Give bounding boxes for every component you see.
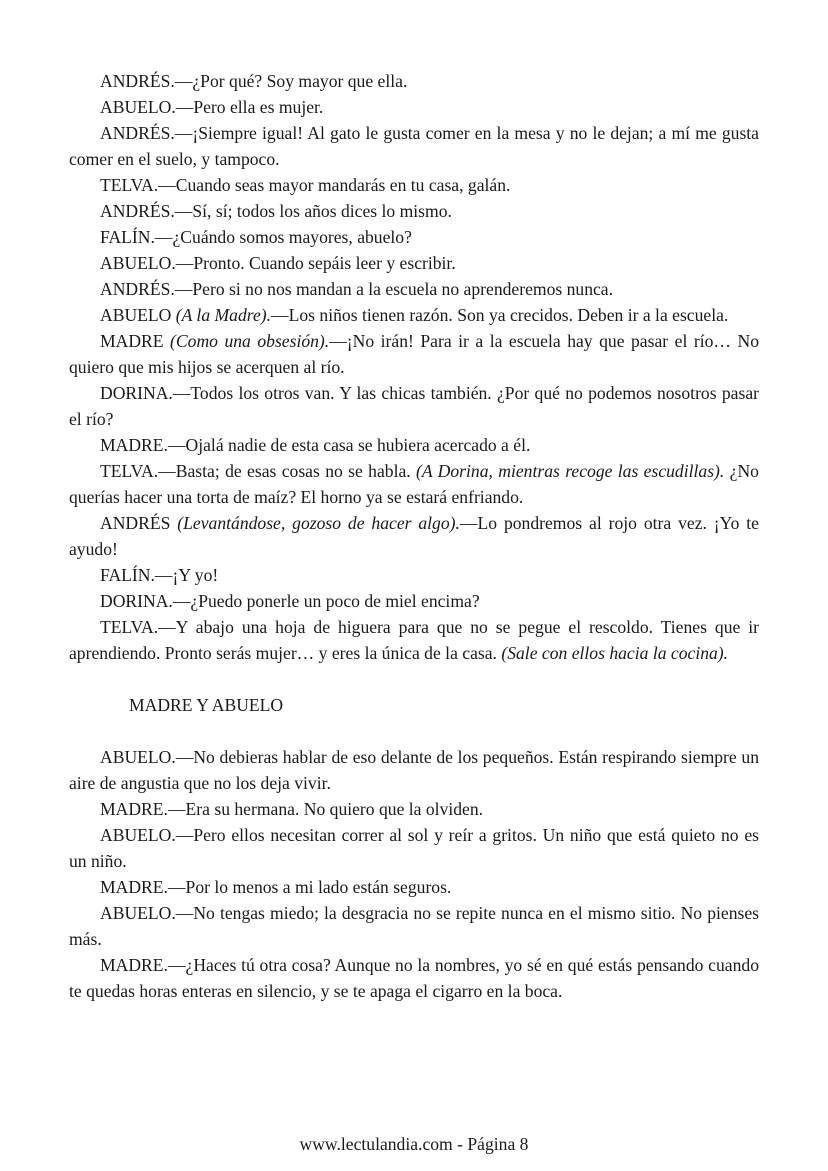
dialogue-paragraph	[69, 250, 759, 276]
dialogue-paragraph	[69, 562, 759, 588]
dialogue-paragraph	[69, 68, 759, 94]
dialogue-text: MADRE	[100, 331, 171, 351]
dialogue-text: TELVA.—Cuando seas mayor mandarás en tu casa, galán.	[100, 175, 511, 195]
dialogue-paragraph	[69, 744, 759, 796]
dialogue-text: MADRE.—Por lo menos a mi lado están seguros.	[100, 877, 452, 897]
dialogue-text: ANDRÉS.—¡Siempre igual! Al gato le gusta comer en la mesa y no le dejan; a mí me gusta comer en el suelo, y tampoco.	[69, 123, 759, 169]
dialogue-paragraph	[69, 510, 759, 562]
stage-direction: (Sale con ellos hacia la cocina).	[501, 643, 729, 663]
dialogue-text: —Lo pondremos al rojo otra vez. ¡Yo te ayudo!	[69, 513, 759, 559]
dialogue-text: ANDRÉS	[100, 513, 178, 533]
dialogue-text: MADRE.—Era su hermana. No quiero que la olviden.	[100, 799, 484, 819]
dialogue-text: TELVA.—Y abajo una hoja de higuera para que no se pegue el rescoldo. Tienes que ir aprendiendo. Pronto serás mujer… y eres la única de la casa.	[69, 617, 759, 663]
scene-heading: MADRE Y ABUELO	[129, 695, 284, 715]
dialogue-paragraph	[69, 224, 759, 250]
dialogue-text: DORINA.—Todos los otros van. Y las chicas también. ¿Por qué no podemos nosotros pasar el río?	[69, 383, 759, 429]
dialogue-text: DORINA.—¿Puedo ponerle un poco de miel encima?	[100, 591, 480, 611]
page-footer: www.lectulandia.com - Página 8	[299, 1134, 529, 1154]
dialogue-paragraph	[69, 614, 759, 666]
dialogue-paragraph	[69, 276, 759, 302]
dialogue-text: ¿No querías hacer una torta de maíz? El horno ya se estará enfriando.	[69, 461, 759, 507]
dialogue-text: ABUELO.—Pero ellos necesitan correr al sol y reír a gritos. Un niño que está quieto no es un niño.	[69, 825, 759, 871]
dialogue-text: ABUELO	[100, 305, 176, 325]
dialogue-text: MADRE.—Ojalá nadie de esta casa se hubiera acercado a él.	[100, 435, 531, 455]
dialogue-paragraph	[69, 874, 759, 900]
dialogue-paragraph	[69, 328, 759, 380]
dialogue-paragraph	[69, 380, 759, 432]
dialogue-text: FALÍN.—¡Y yo!	[100, 565, 219, 585]
dialogue-text: ABUELO.—Pronto. Cuando sepáis leer y escribir.	[100, 253, 456, 273]
dialogue-text: TELVA.—Basta; de esas cosas no se habla.	[100, 461, 417, 481]
dialogue-text: ABUELO.—No debieras hablar de eso delante de los pequeños. Están respirando siempre un aire de angustia que no los deja vivir.	[69, 747, 759, 793]
dialogue-paragraph	[69, 796, 759, 822]
dialogue-text: MADRE.—¿Haces tú otra cosa? Aunque no la nombres, yo sé en qué estás pensando cuando te quedas horas enteras en silencio, y se te apaga el cigarro en la boca.	[69, 955, 759, 1001]
dialogue-paragraph	[69, 458, 759, 510]
dialogue-text: ABUELO.—Pero ella es mujer.	[100, 97, 324, 117]
dialogue-text: ABUELO.—No tengas miedo; la desgracia no se repite nunca en el mismo sitio. No pienses más.	[69, 903, 759, 949]
dialogue-block-1	[69, 68, 759, 666]
dialogue-paragraph	[69, 588, 759, 614]
stage-direction: (A Dorina, mientras recoge las escudillas).	[416, 461, 725, 481]
dialogue-paragraph	[69, 198, 759, 224]
dialogue-paragraph	[69, 432, 759, 458]
dialogue-paragraph	[69, 172, 759, 198]
dialogue-paragraph	[69, 302, 759, 328]
dialogue-paragraph	[69, 952, 759, 1004]
dialogue-block-2	[69, 744, 759, 1004]
dialogue-paragraph	[69, 120, 759, 172]
dialogue-text: FALÍN.—¿Cuándo somos mayores, abuelo?	[100, 227, 412, 247]
dialogue-paragraph	[69, 822, 759, 874]
dialogue-text: ANDRÉS.—Sí, sí; todos los años dices lo mismo.	[100, 201, 452, 221]
stage-direction: (Levantándose, gozoso de hacer algo).	[177, 513, 460, 533]
stage-direction: (Como una obsesión).	[170, 331, 330, 351]
stage-direction: (A la Madre).	[175, 305, 272, 325]
dialogue-text: —¡No irán! Para ir a la escuela hay que pasar el río… No quiero que mis hijos se acerquen al río.	[69, 331, 759, 377]
page-body	[69, 68, 759, 1004]
dialogue-paragraph	[69, 900, 759, 952]
dialogue-paragraph	[69, 94, 759, 120]
dialogue-text: ANDRÉS.—Pero si no nos mandan a la escuela no aprenderemos nunca.	[100, 279, 614, 299]
dialogue-text: ANDRÉS.—¿Por qué? Soy mayor que ella.	[100, 71, 408, 91]
dialogue-text: —Los niños tienen razón. Son ya crecidos. Deben ir a la escuela.	[271, 305, 729, 325]
